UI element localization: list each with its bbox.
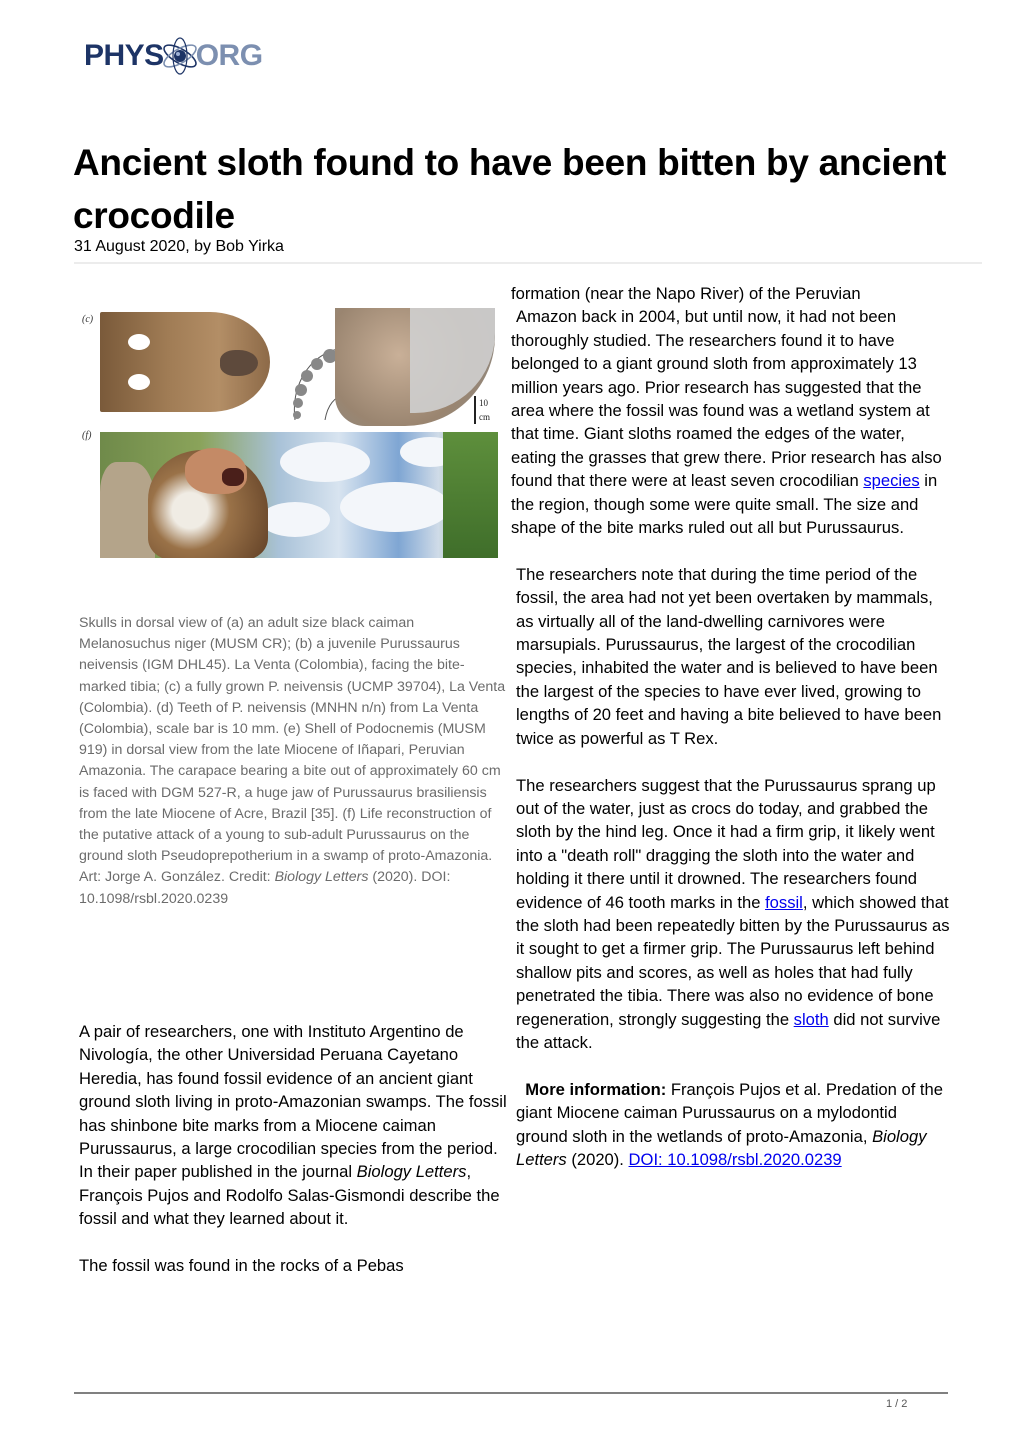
- figure-label-c: (c): [82, 314, 94, 325]
- more-info-label: More information:: [525, 1079, 667, 1099]
- paragraph-time-period: The researchers note that during the time period of the fossil, the area had not yet been overtaken by mammals, as virtually all of the land-dwelling carnivores were marsupials. Purussaurus, the largest of the crocodilian species, inhabited the water and is believed to have been the largest of the species to have ever lived, growing to lengths of 20 feet and having a bite believed to have been twice as powerful as T Rex.: [516, 564, 942, 748]
- paragraph-formation: [511, 282, 951, 539]
- life-reconstruction-illustration: [100, 432, 498, 558]
- paragraph-text: , which showed that the sloth had been repeatedly bitten by the Purussaurus as it sought to get a firmer grip. The Purussaurus left behind shallow pits and scores, as well as holes that had fully penetrated the tibia. There was also no evidence of bone regeneration, strongly suggesting the: [516, 892, 950, 1029]
- fossil-link[interactable]: fossil: [765, 892, 803, 912]
- caption-journal: Biology Letters: [274, 869, 369, 886]
- atom-icon: [160, 32, 200, 80]
- species-link[interactable]: species: [863, 471, 920, 491]
- article-body-left: [79, 1020, 509, 1301]
- article-byline: 31 August 2020, by Bob Yirka: [74, 238, 284, 255]
- paragraph-text: , François Pujos and Rodolfo Salas-Gismondi describe the fossil and what they learned about it.: [79, 1162, 500, 1229]
- footer-divider: [74, 1392, 948, 1394]
- paragraph-text: A pair of researchers, one with Instituto Argentino de Nivología, the other Universidad Peruana Cayetano Heredia, has found fossil evidence of an ancient giant ground sloth living in proto-Amazonian swamps. The fossil has shinbone bite marks from a Miocene caiman Purussaurus, a large crocodilian species from the period. In their paper published in the journal: [79, 1022, 507, 1182]
- figure-label-f: (f): [82, 430, 92, 441]
- paragraph-text: formation (near the Napo River) of the Peruvian: [511, 284, 861, 303]
- journal-name: Biology Letters: [356, 1162, 467, 1182]
- paragraph-text: Amazon back in 2004, but until now, it had not been thoroughly studied. The researchers found it to have belonged to a giant ground sloth from approximately 13 million years ago. Prior research has suggested that the area where the fossil was found was a wetland system at that time. Giant sloths roamed the edges of the water, eating the grasses that grew there. Prior research has also found that there were at least seven crocodilian: [511, 307, 942, 491]
- caiman-skull-photo: [100, 312, 270, 412]
- article-title: Ancient sloth found to have been bitten by ancient crocodile: [73, 142, 947, 236]
- header-divider: [74, 262, 982, 264]
- paragraph-fossil-found: The fossil was found in the rocks of a Pebas: [79, 1256, 404, 1276]
- paragraph-text: in the region, though some were quite small. The size and shape of the bite marks ruled out all but Purussaurus.: [511, 471, 938, 538]
- sloth-link[interactable]: sloth: [793, 1009, 829, 1029]
- more-information: [511, 1078, 951, 1172]
- citation-text: François Pujos et al. Predation of the giant Miocene caiman Purussaurus on a mylodontid ground sloth in the wetlands of proto-Amazonia,: [516, 1079, 943, 1146]
- paragraph-attack: [511, 774, 951, 1055]
- article-figure: [80, 300, 498, 558]
- paragraph-text: did not survive the attack.: [516, 1009, 941, 1052]
- figure-caption: [79, 613, 509, 910]
- logo-text-org: ORG: [195, 39, 263, 72]
- page-number: 1 / 2: [886, 1398, 908, 1410]
- logo-text-phys: PHYS: [84, 39, 164, 72]
- paragraph-text: The researchers suggest that the Purussaurus sprang up out of the water, just as crocs do today, and grabbed the sloth by the hind leg. Once it had a firm grip, it likely went into a "death roll" dragging the sloth into the water and holding it there until it drowned. The researchers found evidence of 46 tooth marks in the: [516, 775, 936, 912]
- citation-journal: Biology Letters: [516, 1126, 927, 1169]
- caption-text: Skulls in dorsal view of (a) an adult size black caiman Melanosuchus niger (MUSM CR); (b) a juvenile Purussaurus neivensis (IGM DHL45). La Venta (Colombia), facing the bite-marked tibia; (c) a fully grown P. neivensis (UCMP 39704), La Venta (Colombia). (d) Teeth of P. neivensis (MNHN n/n) from La Venta (Colombia), scale bar is 10 mm. (e) Shell of Podocnemis (MUSM 919) in dorsal view from the late Miocene of Iñapari, Peruvian Amazonia. The carapace bearing a bite out of approximately 60 cm is faced with DGM 527-R, a huge jaw of Purussaurus brasiliensis from the late Miocene of Acre, Brazil [35]. (f) Life reconstruction of the putative attack of a young to sub-adult Purussaurus on the ground sloth Pseudoprepotherium in a swamp of proto-Amazonia. Art: Jorge A. González. Credit:: [79, 615, 506, 886]
- article-body-right: [511, 282, 951, 1195]
- doi-link[interactable]: DOI: 10.1098/rsbl.2020.0239: [628, 1149, 842, 1169]
- paragraph-intro: [79, 1020, 509, 1231]
- citation-year: (2020).: [566, 1149, 629, 1169]
- phys-org-logo[interactable]: [84, 32, 264, 80]
- caption-doi: (2020). DOI: 10.1098/rsbl.2020.0239: [79, 869, 451, 907]
- paragraph-text: [511, 307, 942, 537]
- scale-bar-label: 10 cm: [474, 396, 498, 424]
